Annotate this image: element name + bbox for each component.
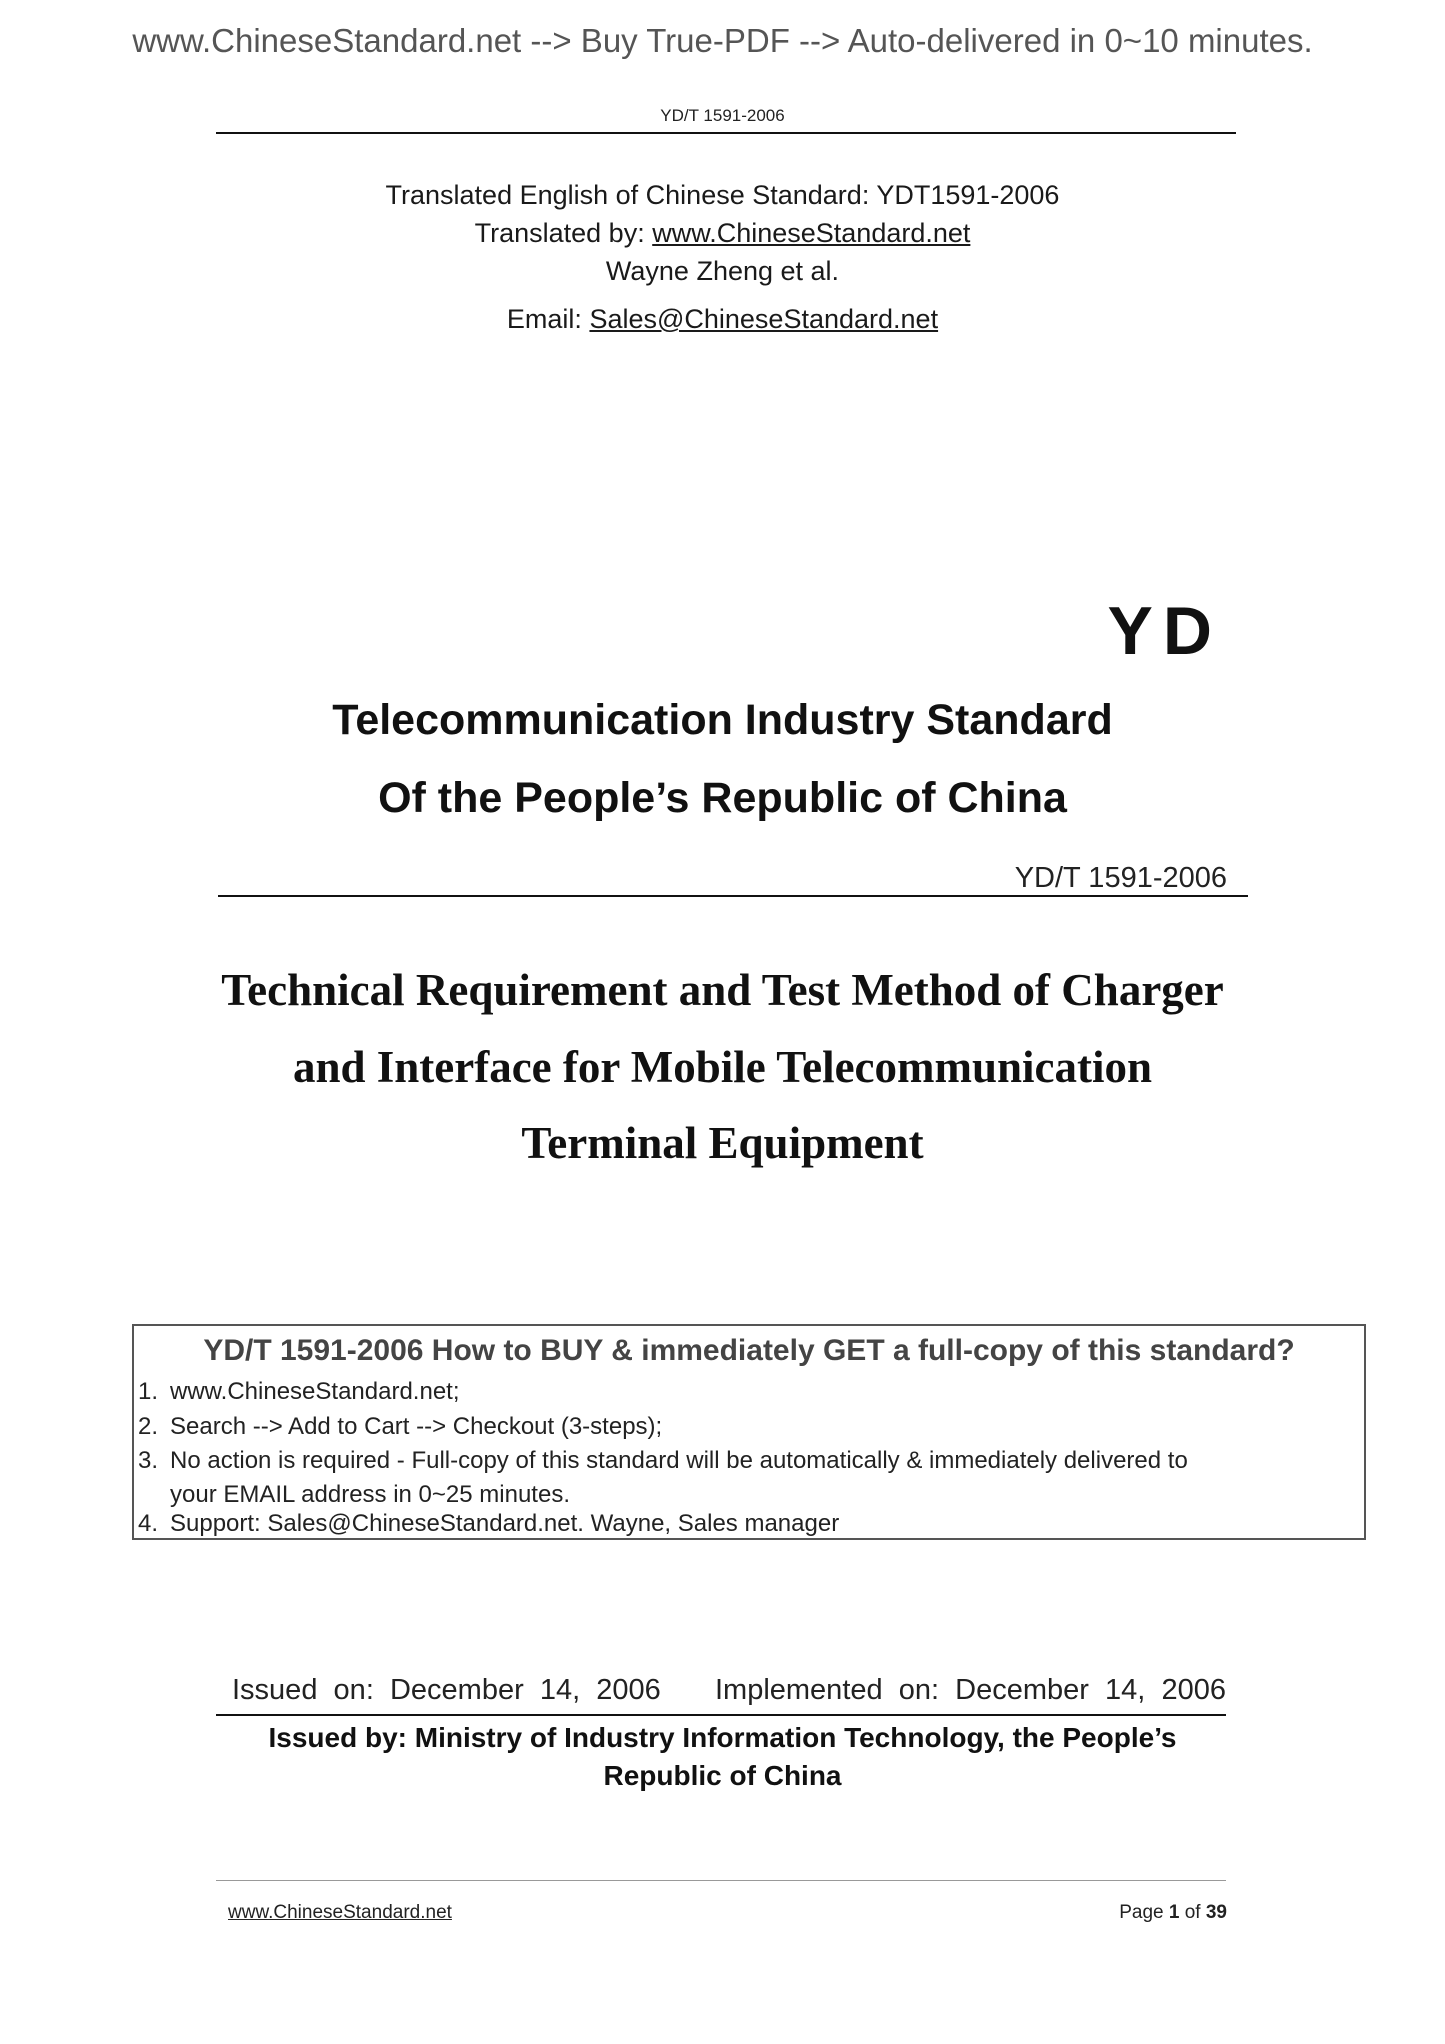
step-text: Support: Sales@ChineseStandard.net. Wayne, Sales manager — [170, 1510, 840, 1537]
page-label: Page — [1119, 1902, 1169, 1923]
step-number: 1. — [138, 1378, 159, 1405]
page-of: of — [1179, 1902, 1206, 1923]
standard-title-line-1: Telecommunication Industry Standard — [332, 696, 1113, 744]
purchase-info-box — [132, 1324, 1366, 1540]
implemented-on-date: Implemented on: December 14, 2006 — [714, 1674, 1226, 1706]
footer-rule — [216, 1880, 1226, 1881]
email-label: Email: — [506, 304, 590, 334]
standard-mark: YD — [1107, 593, 1222, 669]
issuer-line-1: Issued by: Ministry of Industry Information Technology, the People’s — [268, 1722, 1177, 1753]
issuer-line-2: Republic of China — [603, 1760, 842, 1791]
translated-by-label: Translated by: — [474, 218, 653, 248]
purchase-step-continuation: your EMAIL address in 0~25 minutes. — [170, 1481, 570, 1508]
translation-line: Translated English of Chinese Standard: YDT1591-2006 — [385, 180, 1060, 210]
step-number: 4. — [138, 1510, 159, 1537]
running-header-code: YD/T 1591-2006 — [660, 106, 785, 125]
translator-website-link[interactable]: www.ChineseStandard.net — [652, 218, 971, 248]
standard-title-line-2: Of the People’s Republic of China — [378, 774, 1067, 822]
page-total: 39 — [1205, 1902, 1227, 1923]
step-number: 2. — [138, 1413, 159, 1440]
author-line: Wayne Zheng et al. — [605, 256, 840, 286]
document-title-line-3: Terminal Equipment — [521, 1118, 924, 1168]
document-title-line-1: Technical Requirement and Test Method of Charger — [221, 965, 1224, 1015]
purchase-step — [138, 1378, 460, 1406]
standard-code: YD/T 1591-2006 — [1014, 862, 1227, 894]
purchase-step — [138, 1413, 662, 1441]
step-text[interactable]: www.ChineseStandard.net; — [170, 1378, 460, 1405]
issued-on-date: Issued on: December 14, 2006 — [232, 1674, 661, 1706]
standard-rule — [218, 895, 1248, 897]
step-number: 3. — [138, 1447, 159, 1474]
purchase-step — [138, 1447, 1188, 1475]
translated-by-line — [0, 218, 1445, 249]
purchase-step — [138, 1510, 839, 1538]
step-text: Search --> Add to Cart --> Checkout (3-steps); — [170, 1413, 663, 1440]
document-title-line-2: and Interface for Mobile Telecommunication — [292, 1042, 1153, 1092]
step-text: No action is required - Full-copy of this standard will be automatically & immediately delivered to — [170, 1447, 1188, 1474]
page-number — [1119, 1902, 1227, 1924]
purchase-box-title: YD/T 1591-2006 How to BUY & immediately GET a full-copy of this standard? — [203, 1334, 1295, 1367]
email-link[interactable]: Sales@ChineseStandard.net — [589, 304, 939, 334]
header-rule — [216, 132, 1236, 134]
footer-website-link[interactable]: www.ChineseStandard.net — [228, 1902, 452, 1923]
email-line — [0, 304, 1445, 335]
top-banner: www.ChineseStandard.net --> Buy True-PDF --> Auto-delivered in 0~10 minutes. — [132, 22, 1313, 59]
page-current: 1 — [1168, 1902, 1180, 1923]
dates-rule — [216, 1714, 1226, 1716]
